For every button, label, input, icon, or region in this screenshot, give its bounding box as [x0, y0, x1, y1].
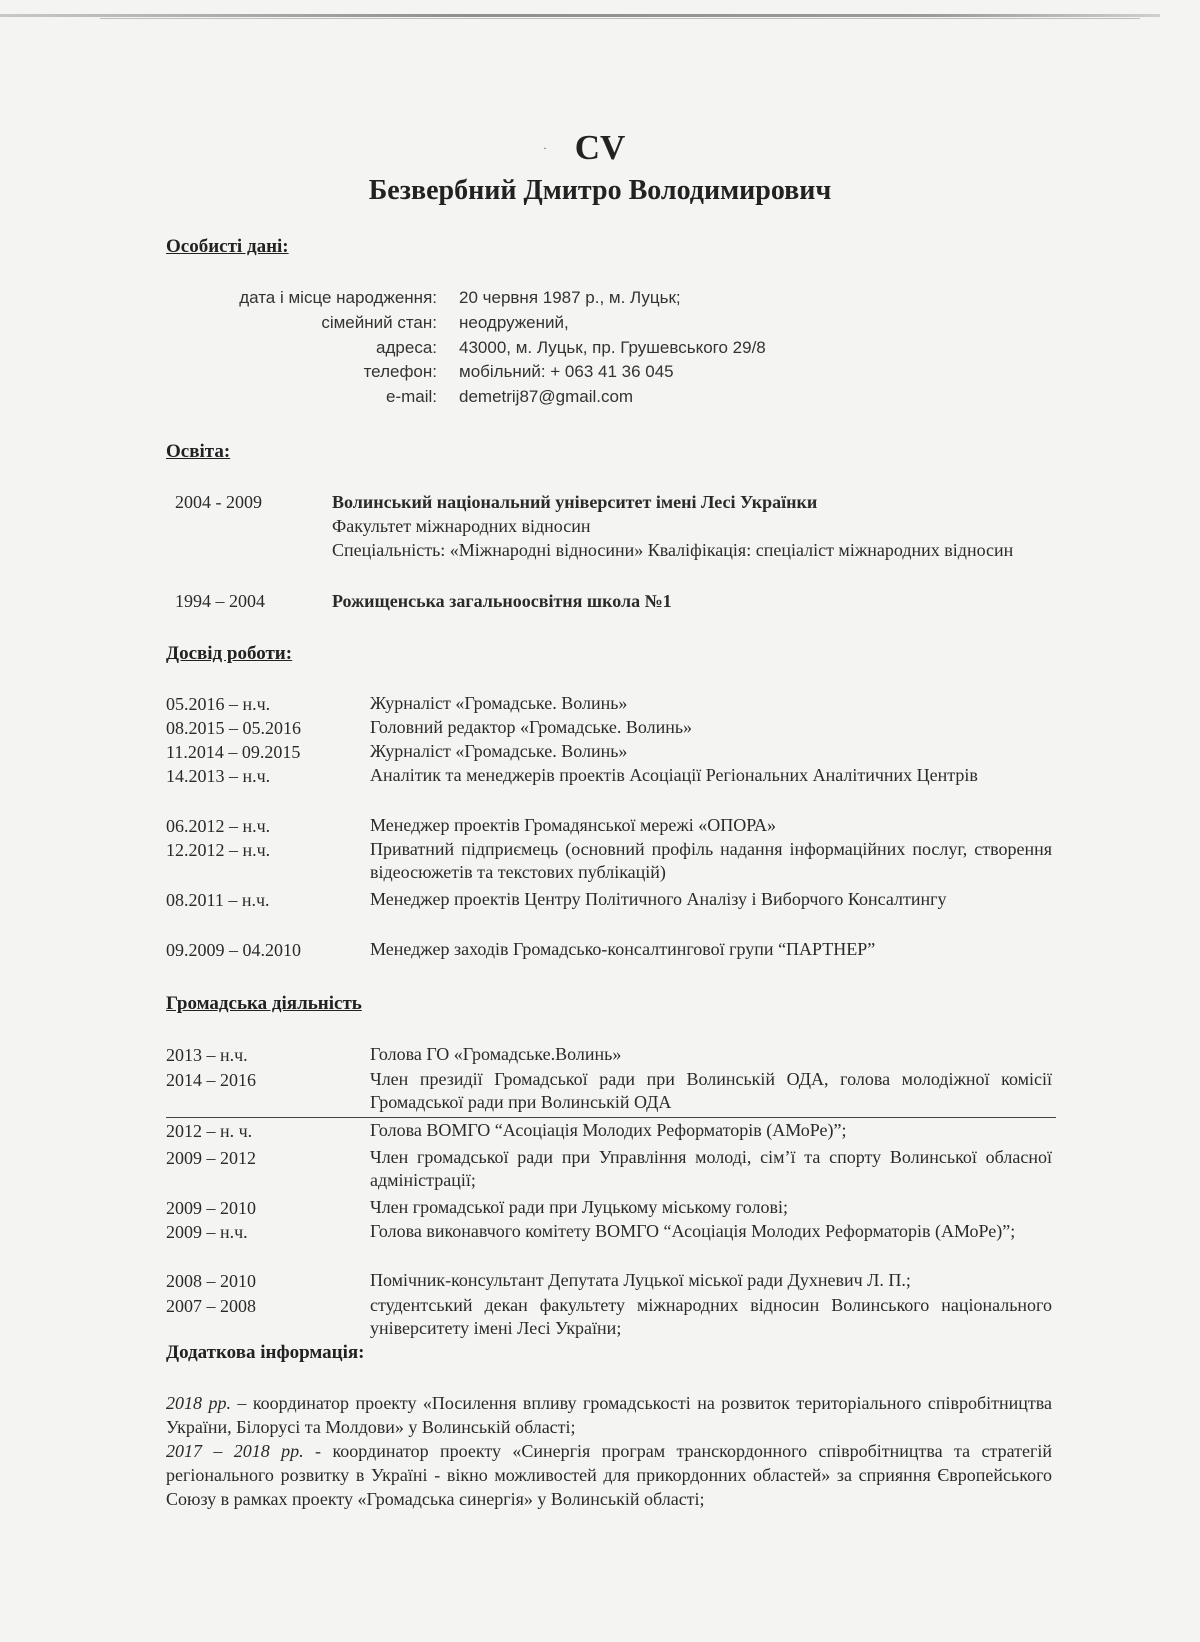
work-heading: Досвід роботи: — [166, 643, 293, 664]
education-entry — [332, 589, 1052, 613]
education-years: 2004 - 2009 — [175, 492, 262, 512]
email-value: demetrij87@gmail.com — [459, 387, 634, 406]
work-date: 05.2016 – н.ч. — [166, 694, 271, 714]
additional-item — [166, 1391, 1052, 1439]
work-desc: Менеджер проектів Центру Політичного Аналізу і Виборчого Консалтингу — [370, 889, 947, 909]
marital-value: неодружений, — [459, 313, 569, 332]
email-label: e-mail: — [385, 387, 437, 406]
birth-value: 20 червня 1987 р., м. Луцьк; — [459, 288, 681, 307]
work-desc: Журналіст «Громадське. Волинь» — [370, 741, 628, 761]
work-date: 09.2009 – 04.2010 — [166, 940, 301, 960]
education-institution: Рожищенська загальноосвітня школа №1 — [332, 591, 672, 611]
education-institution: Волинський національний університет імені Лесі Українки — [332, 492, 818, 512]
civic-desc: Член громадської ради при Управління молоді, сім’ї та спорту Волинської обласної адміністрації; — [370, 1147, 1052, 1190]
scan-edge-line-thin — [100, 18, 1140, 19]
document-title: CV — [574, 128, 626, 167]
person-name: Безвербний Дмитро Володимирович — [368, 175, 832, 206]
civic-desc: Голова виконавчого комітету ВОМГО “Асоціація Молодих Реформаторів (АМоРе)”; — [370, 1221, 1016, 1241]
address-value: 43000, м. Луцьк, пр. Грушевського 29/8 — [459, 338, 766, 357]
education-specialty: Спеціальність: «Міжнародні відносини» Кваліфікація: спеціаліст міжнародних відносин — [332, 540, 1014, 560]
horizontal-rule — [166, 1117, 1056, 1118]
work-desc: Приватний підприємець (основний профіль надання інформаційних послуг, створення відеосюжетів та текстових публікацій) — [370, 839, 1052, 882]
additional-heading: Додаткова інформація: — [166, 1342, 365, 1363]
additional-item-period: 2018 рр. — [166, 1393, 231, 1413]
civic-desc: Помічник-консультант Депутата Луцької міської ради Духневич Л. П.; — [370, 1270, 911, 1290]
education-faculty: Факультет міжнародних відносин — [332, 516, 591, 536]
civic-desc: Член громадської ради при Луцькому міському голові; — [370, 1197, 788, 1217]
civic-date: 2009 – 2012 — [166, 1148, 256, 1168]
civic-date: 2014 – 2016 — [166, 1070, 256, 1090]
work-desc: Менеджер заходів Громадсько-консалтингової групи “ПАРТНЕР” — [370, 939, 876, 959]
marital-label: сімейний стан: — [321, 313, 437, 332]
phone-value: мобільний: + 063 41 36 045 — [459, 362, 674, 381]
work-date: 12.2012 – н.ч. — [166, 840, 271, 860]
civic-desc: Член президії Громадської ради при Волинській ОДА, голова молодіжної комісії Громадської ради при Волинській ОДА — [370, 1069, 1052, 1112]
civic-heading: Громадська діяльність — [166, 993, 362, 1014]
additional-paragraph — [166, 1391, 1052, 1511]
scan-speck: · — [543, 141, 547, 155]
address-label: адреса: — [376, 338, 437, 357]
additional-item-text: – координатор проекту «Посилення впливу громадськості на розвиток територіального співробітництва України, Білорусі та Молдови» у Волинській області; — [166, 1393, 1052, 1437]
work-desc: Аналітик та менеджерів проектів Асоціації Регіональних Аналітичних Центрів — [370, 765, 978, 785]
additional-item-text: - координатор проекту «Синергія програм транскордонного співробітництва та стратегій регіонального розвитку в Україні - вікно можливостей для прикордонних областей» за сприяння Європейського Союзу в рамках проекту «Громадська синергія» у Волинській області; — [166, 1441, 1052, 1509]
civic-date: 2007 – 2008 — [166, 1296, 256, 1316]
birth-label: дата і місце народження: — [239, 288, 437, 307]
civic-date: 2009 – 2010 — [166, 1198, 256, 1218]
phone-label: телефон: — [363, 362, 437, 381]
personal-data-heading: Особисті дані: — [166, 236, 289, 257]
work-date: 08.2011 – н.ч. — [166, 890, 270, 910]
civic-desc: Голова ГО «Громадське.Волинь» — [370, 1044, 622, 1064]
work-desc: Головний редактор «Громадське. Волинь» — [370, 717, 693, 737]
education-years: 1994 – 2004 — [175, 591, 265, 611]
civic-desc: Голова ВОМГО “Асоціація Молодих Реформаторів (АМоРе)”; — [370, 1120, 847, 1140]
work-desc: Менеджер проектів Громадянської мережі «ОПОРА» — [370, 815, 777, 835]
work-date: 08.2015 – 05.2016 — [166, 718, 301, 738]
additional-item — [166, 1439, 1052, 1511]
civic-date: 2009 – н.ч. — [166, 1222, 248, 1242]
civic-date: 2013 – н.ч. — [166, 1045, 248, 1065]
work-date: 06.2012 – н.ч. — [166, 816, 271, 836]
civic-desc: студентський декан факультету міжнародних відносин Волинського національного університету імені Лесі України; — [370, 1295, 1052, 1338]
education-entry — [332, 490, 1052, 562]
civic-date: 2012 – н. ч. — [166, 1121, 253, 1141]
additional-item-period: 2017 – 2018 рр. — [166, 1441, 304, 1461]
scan-edge-line — [0, 14, 1160, 17]
civic-date: 2008 – 2010 — [166, 1271, 256, 1291]
education-heading: Освіта: — [166, 441, 231, 462]
work-date: 11.2014 – 09.2015 — [166, 742, 301, 762]
work-date: 14.2013 – н.ч. — [166, 766, 271, 786]
work-desc: Журналіст «Громадське. Волинь» — [370, 693, 628, 713]
